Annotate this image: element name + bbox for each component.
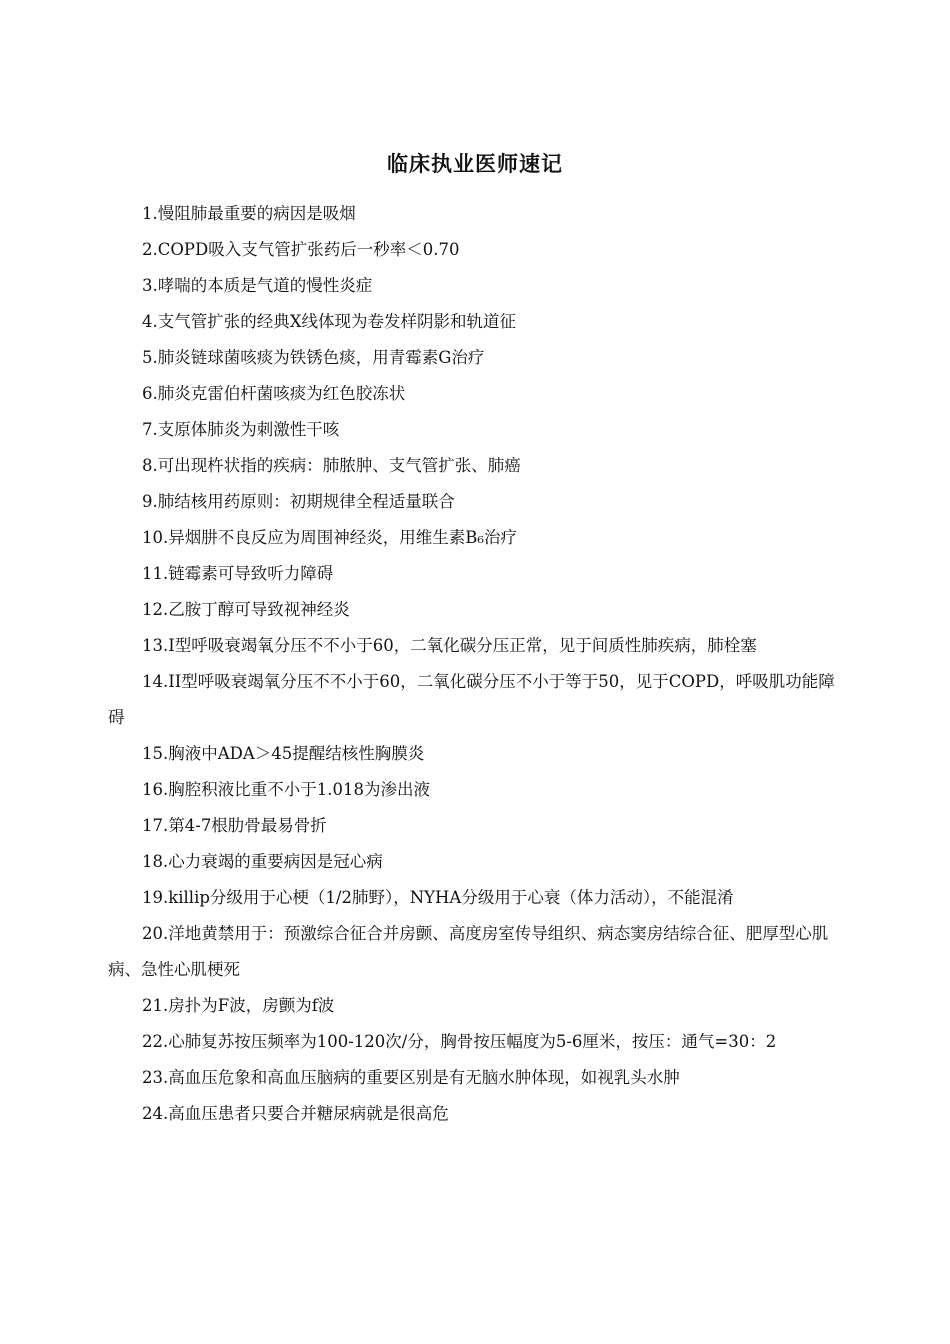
list-item: 17.第4-7根肋骨最易骨折 (142, 816, 327, 835)
list-item: 16.胸腔积液比重不小于1.018为渗出液 (142, 780, 430, 799)
list-item: 5.肺炎链球菌咳痰为铁锈色痰，用青霉素G治疗 (142, 348, 485, 367)
list-item: 10.异烟肼不良反应为周围神经炎，用维生素B₆治疗 (142, 528, 517, 547)
list-item: 2.COPD吸入支气管扩张药后一秒率＜0.70 (142, 240, 460, 259)
list-item: 11.链霉素可导致听力障碍 (142, 564, 334, 583)
document-title: 临床执业医师速记 (387, 152, 563, 176)
list-item: 14.II型呼吸衰竭氧分压不不小于60，二氧化碳分压不小于等于50，见于COPD，呼吸肌功能障碍 (108, 672, 835, 727)
list-item: 3.哮喘的本质是气道的慢性炎症 (142, 276, 373, 295)
list-item: 4.支气管扩张的经典X线体现为卷发样阴影和轨道征 (142, 312, 516, 331)
list-item: 13.I型呼吸衰竭氧分压不不小于60，二氧化碳分压正常，见于间质性肺疾病，肺栓塞 (142, 636, 757, 655)
list-item: 20.洋地黄禁用于：预激综合征合并房颤、高度房室传导组织、病态窦房结综合征、肥厚型心肌病、急性心肌梗死 (108, 924, 829, 979)
list-item: 1.慢阻肺最重要的病因是吸烟 (142, 204, 356, 223)
list-item: 8.可出现杵状指的疾病：肺脓肿、支气管扩张、肺癌 (142, 456, 521, 475)
list-item: 12.乙胺丁醇可导致视神经炎 (142, 600, 350, 619)
list-item: 9.肺结核用药原则：初期规律全程适量联合 (142, 492, 455, 511)
list-item: 23.高血压危象和高血压脑病的重要区别是有无脑水肿体现，如视乳头水肿 (142, 1068, 680, 1087)
list-item: 24.高血压患者只要合并糖尿病就是很高危 (142, 1104, 449, 1123)
list-item: 6.肺炎克雷伯杆菌咳痰为红色胶冻状 (142, 384, 406, 403)
note-list (108, 196, 848, 1132)
list-item: 21.房扑为F波，房颤为f波 (142, 996, 335, 1015)
list-item: 18.心力衰竭的重要病因是冠心病 (142, 852, 383, 871)
list-item: 19.killip分级用于心梗（1/2肺野），NYHA分级用于心衰（体力活动），不能混淆 (142, 888, 734, 907)
list-item: 7.支原体肺炎为刺激性干咳 (142, 420, 340, 439)
list-item: 15.胸液中ADA＞45提醒结核性胸膜炎 (142, 744, 425, 763)
list-item: 22.心肺复苏按压频率为100-120次/分，胸骨按压幅度为5-6厘米，按压：通气=30：2 (142, 1032, 777, 1051)
